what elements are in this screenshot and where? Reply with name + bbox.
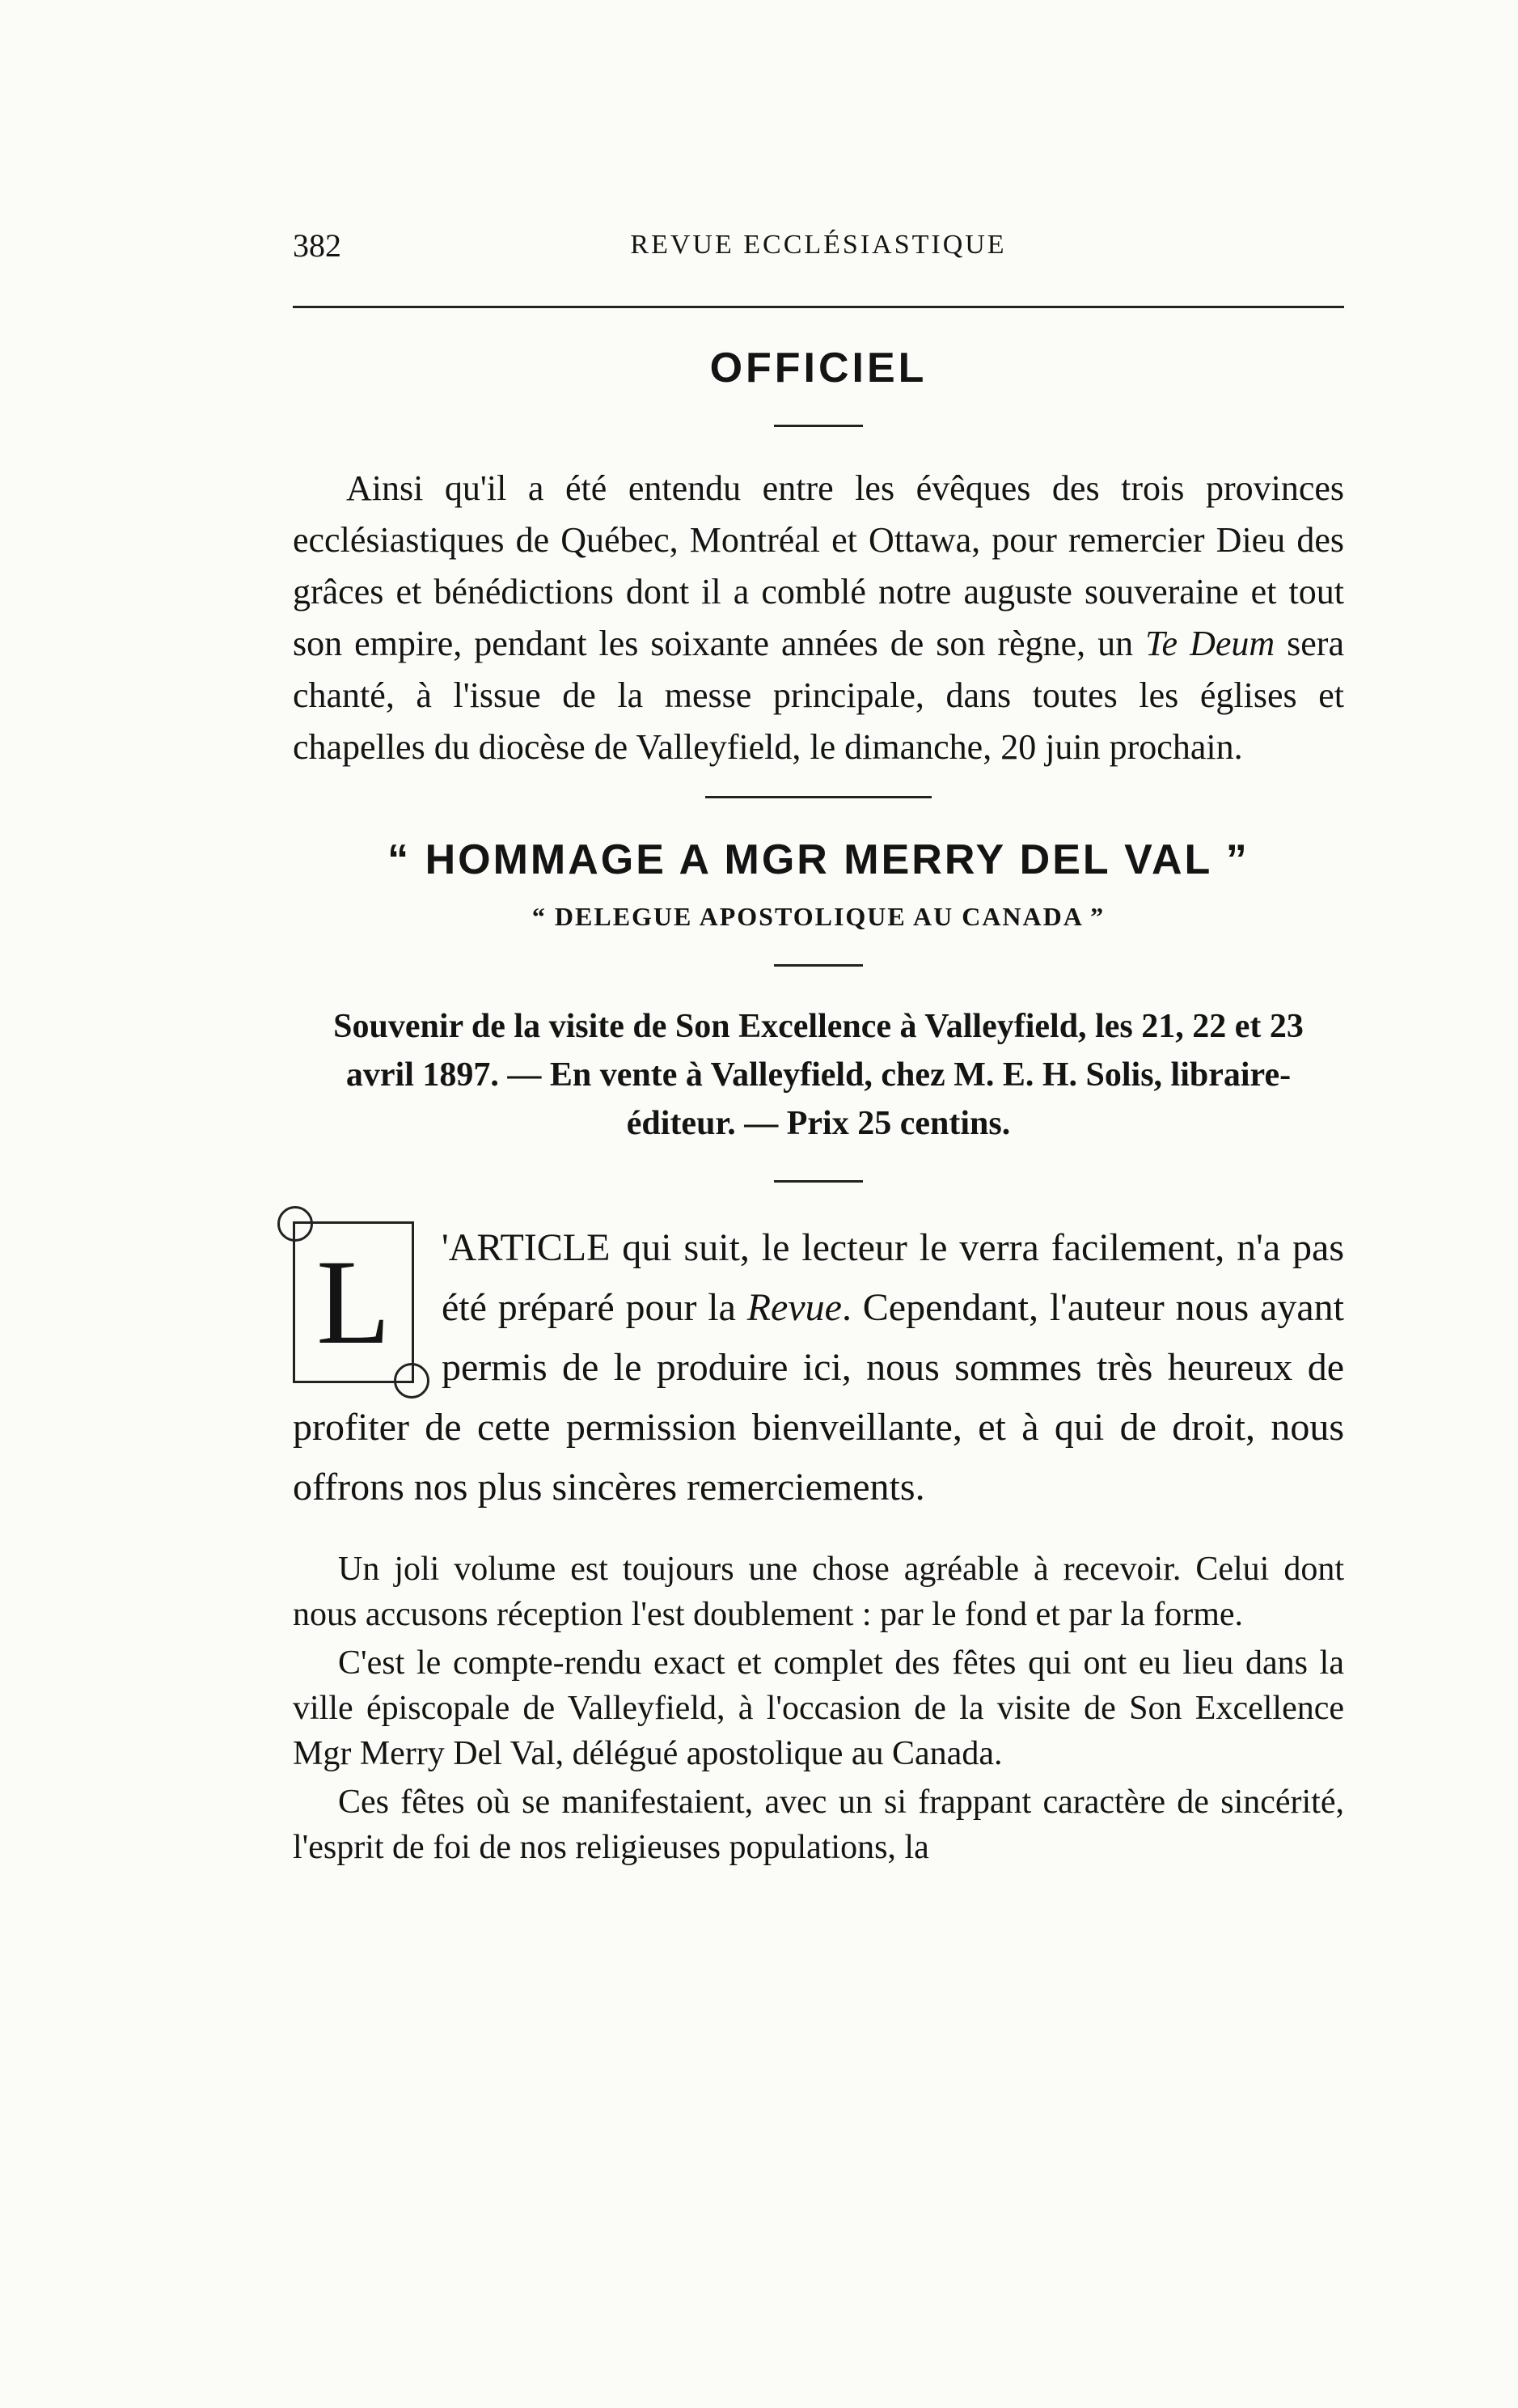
article-text-2: . Cependant, l'auteur nous ayant permis de le produire ici, nous sommes très heureux de profiter de cette permission bienveillante, et à qui de droit, nous offrons nos plus sincères remerciements. (293, 1286, 1344, 1509)
page (293, 226, 1344, 1870)
page-header (293, 226, 1344, 275)
running-title: REVUE ECCLÉSIASTIQUE (630, 230, 1007, 260)
officiel-paragraph (293, 463, 1344, 773)
hommage-subtitle: “ DELEGUE APOSTOLIQUE AU CANADA ” (531, 902, 1106, 931)
hommage-title: “ HOMMAGE A MGR MERRY DEL VAL ” (387, 836, 1249, 883)
divider (774, 964, 863, 967)
header-rule (293, 306, 1344, 308)
article-intro (293, 1218, 1344, 1517)
revue-italic: Revue (746, 1286, 842, 1329)
divider (774, 1180, 863, 1183)
officiel-title: OFFICIEL (709, 345, 928, 391)
review-paragraph-1: Un joli volume est toujours une chose agréable à recevoir. Celui dont nous accusons réception l'est doublement : par le fond et par la forme. (293, 1551, 1344, 1633)
article-text-1: 'ARTICLE qui suit, le lecteur le verra facilement, n'a pas été préparé pour la (442, 1226, 1344, 1329)
drop-cap-initial: L (293, 1221, 414, 1383)
officiel-text-2: sera chanté, à l'issue de la messe principale, dans toutes les églises et chapelles du diocèse de Valleyfield, le dimanche, 20 juin prochain. (293, 624, 1344, 767)
te-deum-italic: Te Deum (1145, 624, 1275, 663)
review-paragraph-2: C'est le compte-rendu exact et complet des fêtes qui ont eu lieu dans la ville épiscopale de Valleyfield, à l'occasion de la visite de Son Excellence Mgr Merry Del Val, délégué apostolique au Canada. (293, 1644, 1344, 1772)
souvenir-notice: Souvenir de la visite de Son Excellence à Valleyfield, les 21, 22 et 23 avril 1897. — En vente à Valleyfield, chez M. E. H. Solis, libraire-éditeur. — Prix 25 centins. (333, 1008, 1304, 1142)
officiel-text-1: Ainsi qu'il a été entendu entre les évêques des trois provinces ecclésiastiques de Québec, Montréal et Ottawa, pour remercier Dieu des grâces et bénédictions dont il a comblé notre auguste souveraine et tout son empire, pendant les soixante années de son règne, un (293, 468, 1344, 663)
divider (774, 425, 863, 427)
divider (705, 796, 932, 798)
page-number: 382 (293, 227, 341, 264)
review-paragraph-3: Ces fêtes où se manifestaient, avec un si frappant caractère de sincérité, l'esprit de foi de nos religieuses populations, la (293, 1784, 1344, 1866)
